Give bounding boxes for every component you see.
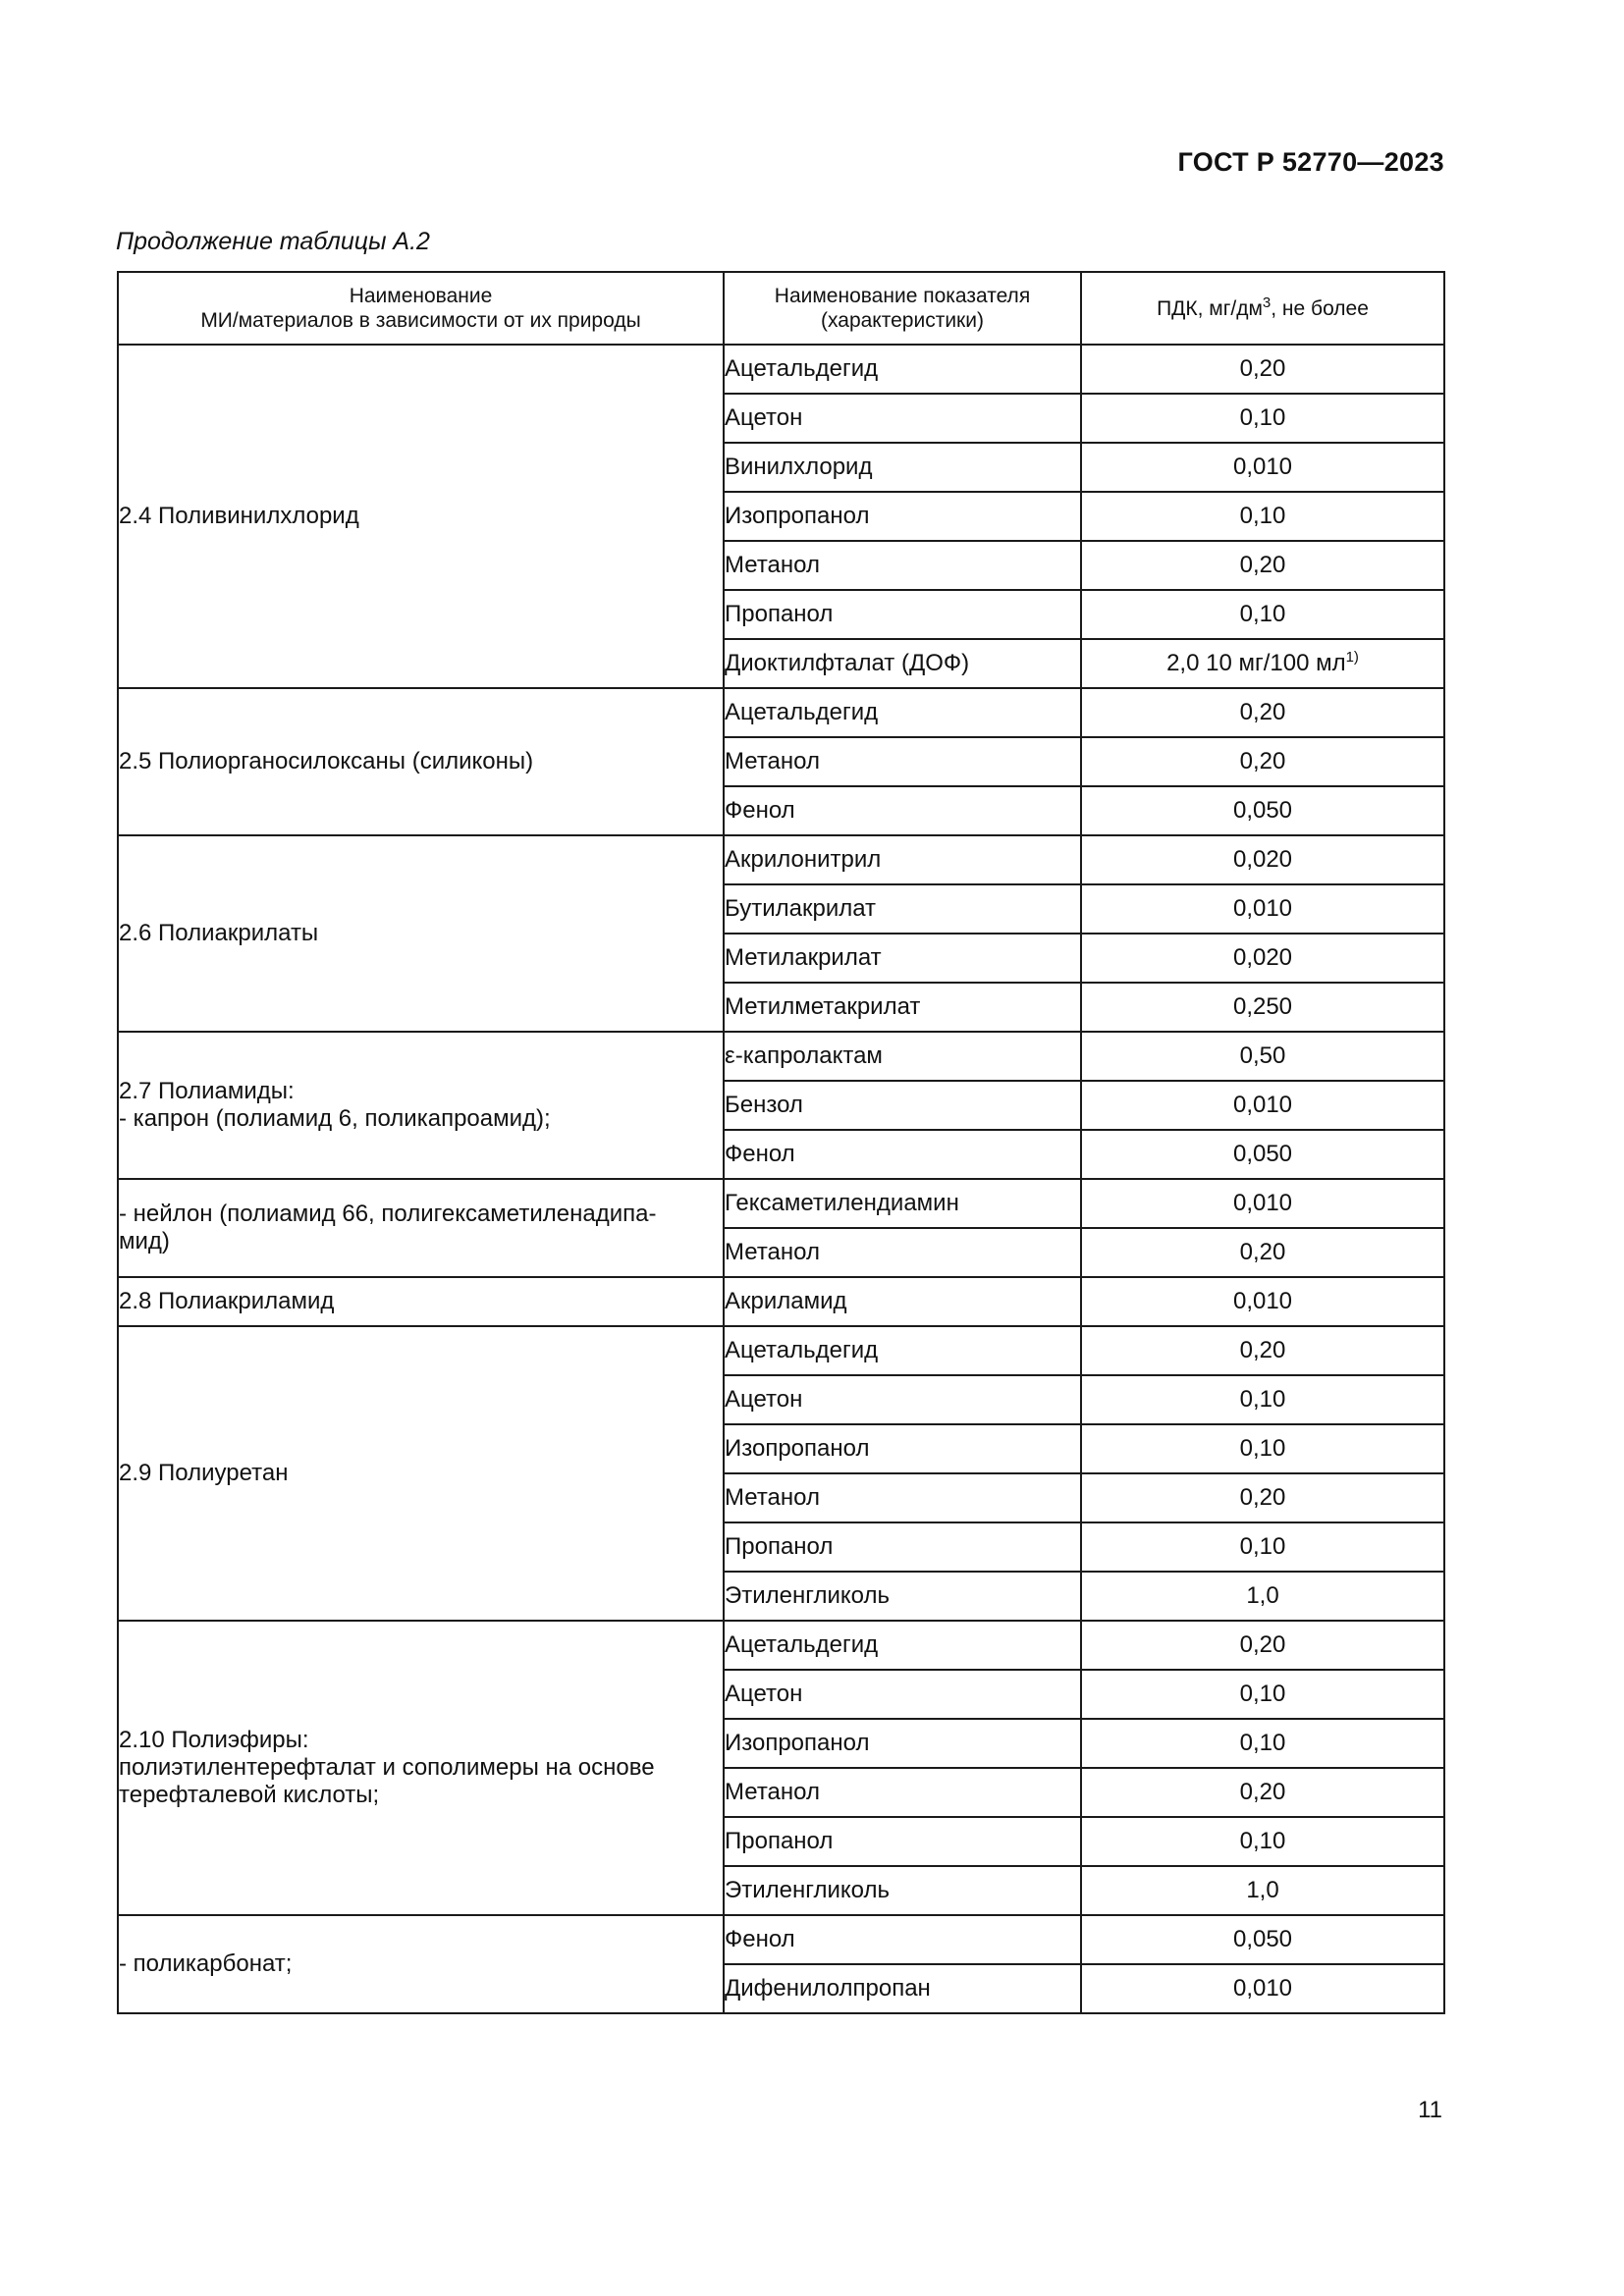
limit-value-cell <box>1081 1473 1444 1522</box>
limit-value-cell <box>1081 1375 1444 1424</box>
indicator-cell: Фенол <box>724 786 1081 835</box>
limit-value: 0,010 <box>1232 1288 1293 1314</box>
limit-value: 0,20 <box>1239 1239 1286 1265</box>
header-limit-suffix: , не более <box>1271 296 1369 320</box>
limit-value: 0,010 <box>1232 895 1293 922</box>
indicator-cell: ε-капролактам <box>724 1032 1081 1081</box>
indicator-cell: Этиленгликоль <box>724 1866 1081 1915</box>
limit-value: 0,50 <box>1239 1042 1286 1069</box>
pdk-table <box>117 271 1445 2014</box>
indicator-cell: Метанол <box>724 1228 1081 1277</box>
table-header-row <box>118 272 1444 345</box>
header-limit <box>1081 272 1444 345</box>
limit-value: 0,250 <box>1232 993 1293 1020</box>
indicator-cell: Ацетальдегид <box>724 688 1081 737</box>
indicator-cell: Изопропанол <box>724 1719 1081 1768</box>
indicator-cell: Фенол <box>724 1130 1081 1179</box>
table-row <box>118 688 1444 737</box>
indicator-cell: Метилметакрилат <box>724 983 1081 1032</box>
indicator-cell: Бензол <box>724 1081 1081 1130</box>
limit-value: 1,0 <box>1246 1877 1279 1903</box>
indicator-cell: Метанол <box>724 1768 1081 1817</box>
indicator-cell: Ацетальдегид <box>724 1326 1081 1375</box>
limit-value: 0,10 <box>1239 503 1286 529</box>
limit-value-cell <box>1081 1130 1444 1179</box>
limit-value-cell <box>1081 688 1444 737</box>
limit-value-cell <box>1081 1424 1444 1473</box>
page-number: 11 <box>1418 2097 1442 2123</box>
limit-value: 0,020 <box>1232 944 1293 971</box>
limit-value-cell <box>1081 394 1444 443</box>
material-cell: 2.8 Полиакриламид <box>118 1277 724 1326</box>
limit-value: 0,20 <box>1239 1337 1286 1363</box>
indicator-cell: Пропанол <box>724 1817 1081 1866</box>
table-row <box>118 1277 1444 1326</box>
limit-value-cell <box>1081 1768 1444 1817</box>
limit-value-cell <box>1081 1964 1444 2013</box>
limit-value: 0,050 <box>1232 1141 1293 1167</box>
indicator-cell: Гексаметилендиамин <box>724 1179 1081 1228</box>
limit-value-cell <box>1081 1326 1444 1375</box>
limit-value: 0,050 <box>1232 797 1293 824</box>
indicator-cell: Акриламид <box>724 1277 1081 1326</box>
limit-value-cell <box>1081 1866 1444 1915</box>
limit-value-cell <box>1081 541 1444 590</box>
limit-value: 0,010 <box>1232 1092 1293 1118</box>
indicator-cell: Этиленгликоль <box>724 1572 1081 1621</box>
indicator-cell: Винилхлорид <box>724 443 1081 492</box>
limit-value-cell <box>1081 1621 1444 1670</box>
indicator-cell: Пропанол <box>724 1522 1081 1572</box>
limit-value: 0,10 <box>1239 1386 1286 1413</box>
table-row <box>118 835 1444 884</box>
material-cell: 2.10 Полиэфиры: полиэтилентерефталат и сополимеры на основе терефталевой кислоты; <box>118 1621 724 1915</box>
limit-value-cell <box>1081 983 1444 1032</box>
limit-value-cell <box>1081 1719 1444 1768</box>
limit-value: 0,10 <box>1239 1828 1286 1854</box>
limit-value-cell <box>1081 1572 1444 1621</box>
table-caption: Продолжение таблицы А.2 <box>116 228 430 255</box>
limit-value-cell <box>1081 835 1444 884</box>
table-row <box>118 1326 1444 1375</box>
limit-value-cell <box>1081 1817 1444 1866</box>
indicator-cell: Бутилакрилат <box>724 884 1081 934</box>
header-limit-sup: 3 <box>1262 294 1272 311</box>
indicator-cell: Изопропанол <box>724 492 1081 541</box>
indicator-cell: Пропанол <box>724 590 1081 639</box>
header-material-line2: МИ/материалов в зависимости от их природы <box>200 309 641 332</box>
limit-value-cell <box>1081 1915 1444 1964</box>
limit-value-cell <box>1081 737 1444 786</box>
limit-value-cell <box>1081 345 1444 394</box>
indicator-cell: Ацетон <box>724 1670 1081 1719</box>
table-row <box>118 1915 1444 1964</box>
indicator-cell: Акрилонитрил <box>724 835 1081 884</box>
footnote-marker: 1) <box>1345 649 1359 666</box>
limit-value-cell <box>1081 786 1444 835</box>
indicator-cell: Изопропанол <box>724 1424 1081 1473</box>
indicator-cell: Метанол <box>724 737 1081 786</box>
indicator-cell: Ацетон <box>724 394 1081 443</box>
document-code: ГОСТ Р 52770—2023 <box>1177 147 1444 177</box>
limit-value-cell <box>1081 1522 1444 1572</box>
limit-value-cell <box>1081 639 1444 688</box>
table-body <box>118 345 1444 2013</box>
indicator-cell: Ацетальдегид <box>724 345 1081 394</box>
indicator-cell: Метанол <box>724 541 1081 590</box>
limit-value: 0,10 <box>1239 1533 1286 1560</box>
limit-value: 0,20 <box>1239 1631 1286 1658</box>
header-indicator-line2: (характеристики) <box>821 309 984 332</box>
material-cell: - нейлон (полиамид 66, полигексаметиленадипа- мид) <box>118 1179 724 1277</box>
limit-value: 0,10 <box>1239 1730 1286 1756</box>
header-indicator-line1: Наименование показателя <box>774 285 1031 307</box>
indicator-cell: Метанол <box>724 1473 1081 1522</box>
limit-value-cell <box>1081 1081 1444 1130</box>
limit-value: 1,0 <box>1246 1582 1279 1609</box>
header-material <box>118 272 724 345</box>
limit-value-cell <box>1081 1228 1444 1277</box>
limit-value-cell <box>1081 1032 1444 1081</box>
limit-value-cell <box>1081 443 1444 492</box>
limit-value-cell <box>1081 590 1444 639</box>
limit-value: 0,010 <box>1232 1190 1293 1216</box>
limit-value: 0,20 <box>1239 699 1286 725</box>
limit-value-cell <box>1081 1179 1444 1228</box>
limit-value: 0,20 <box>1239 552 1286 578</box>
limit-value-cell <box>1081 492 1444 541</box>
material-cell: - поликарбонат; <box>118 1915 724 2013</box>
indicator-cell: Ацетон <box>724 1375 1081 1424</box>
limit-value-cell <box>1081 1670 1444 1719</box>
material-cell: 2.5 Полиорганосилоксаны (силиконы) <box>118 688 724 835</box>
material-cell: 2.9 Полиуретан <box>118 1326 724 1621</box>
limit-value: 0,020 <box>1232 846 1293 873</box>
limit-value-cell <box>1081 934 1444 983</box>
header-indicator <box>724 272 1081 345</box>
limit-value-cell <box>1081 884 1444 934</box>
limit-value: 0,10 <box>1239 1435 1286 1462</box>
limit-value: 0,20 <box>1239 748 1286 774</box>
limit-value: 2,0 10 мг/100 мл <box>1166 650 1346 676</box>
table-row <box>118 1179 1444 1228</box>
limit-value: 0,20 <box>1239 355 1286 382</box>
header-material-line1: Наименование <box>349 285 493 307</box>
table-row <box>118 345 1444 394</box>
limit-value-cell <box>1081 1277 1444 1326</box>
limit-value: 0,10 <box>1239 1681 1286 1707</box>
limit-value: 0,050 <box>1232 1926 1293 1952</box>
table-row <box>118 1032 1444 1081</box>
indicator-cell: Фенол <box>724 1915 1081 1964</box>
indicator-cell: Метилакрилат <box>724 934 1081 983</box>
indicator-cell: Диоктилфталат (ДОФ) <box>724 639 1081 688</box>
material-cell: 2.7 Полиамиды: - капрон (полиамид 6, поликапроамид); <box>118 1032 724 1179</box>
table-row <box>118 1621 1444 1670</box>
limit-value: 0,20 <box>1239 1484 1286 1511</box>
limit-value: 0,10 <box>1239 601 1286 627</box>
indicator-cell: Дифенилолпропан <box>724 1964 1081 2013</box>
limit-value: 0,010 <box>1232 454 1293 480</box>
material-cell: 2.4 Поливинилхлорид <box>118 345 724 688</box>
material-cell: 2.6 Полиакрилаты <box>118 835 724 1032</box>
indicator-cell: Ацетальдегид <box>724 1621 1081 1670</box>
header-limit-prefix: ПДК, мг/дм <box>1157 296 1263 320</box>
limit-value: 0,10 <box>1239 404 1286 431</box>
limit-value: 0,010 <box>1232 1975 1293 2002</box>
limit-value: 0,20 <box>1239 1779 1286 1805</box>
